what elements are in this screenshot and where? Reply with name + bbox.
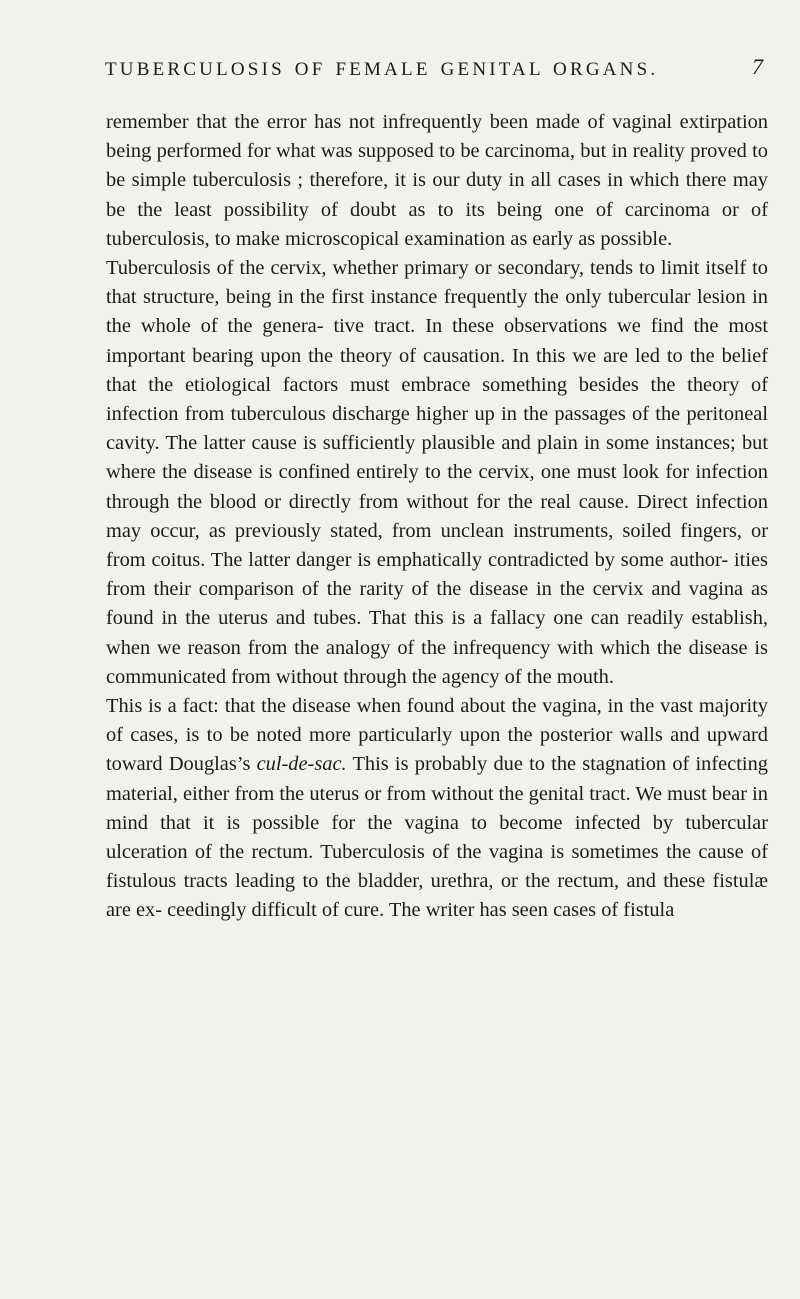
- paragraph-3-italic-term: cul-de-sac.: [256, 753, 347, 776]
- paragraph-3-start: This is a fact: that the disease when found about the vagina, in the vast majority of cases, is to be noted more particularly upon the posterior walls and upward toward Douglas’s: [106, 695, 768, 776]
- paragraph-1: remember that the error has not infrequently been made of vaginal extirpation being performed for what was supposed to be carcinoma, but in reality proved to be simple tuberculosis ; therefore, it is our duty in all cases in which there may be the least possibility of doubt as to its being one of carcinoma or of tuberculosis, to make microscopical examination as early as possible.: [106, 111, 768, 250]
- paragraph-3: [106, 692, 768, 926]
- body-text: [106, 108, 768, 926]
- paragraph-3-end: This is probably due to the stagnation of infecting material, either from the uterus or from without the genital tract. We must bear in mind that it is possible for the vagina to become infected by tubercular ulceration of the rectum. Tuberculosis of the vagina is sometimes the cause of fistulous tracts leading to the bladder, urethra, or the rectum, and these fistulæ are ex- ceedingly difficult of cure. The writer has seen cases of fistula: [106, 753, 768, 922]
- paragraph-2: Tuberculosis of the cervix, whether primary or secondary, tends to limit itself to that structure, being in the first instance frequently the only tubercular lesion in the whole of the genera- tive tract. In these observations we find the most important bearing upon the theory of causation. In this we are led to the belief that the etiological factors must embrace something besides the theory of infection from tuberculous discharge higher up in the passages of the peritoneal cavity. The latter cause is sufficiently plausible and plain in some instances; but where the disease is confined entirely to the cervix, one must look for infection through the blood or directly from without for the real cause. Direct infection may occur, as previously stated, from unclean instruments, soiled fingers, or from coitus. The latter danger is emphatically contradicted by some author- ities from their comparison of the rarity of the disease in the cervix and vagina as found in the uterus and tubes. That this is a fallacy one can readily establish, when we reason from the analogy of the infrequency with which the disease is communicated from without through the agency of the mouth.: [106, 257, 768, 688]
- running-header: TUBERCULOSIS OF FEMALE GENITAL ORGANS.: [105, 59, 659, 80]
- page-number: 7: [752, 54, 763, 79]
